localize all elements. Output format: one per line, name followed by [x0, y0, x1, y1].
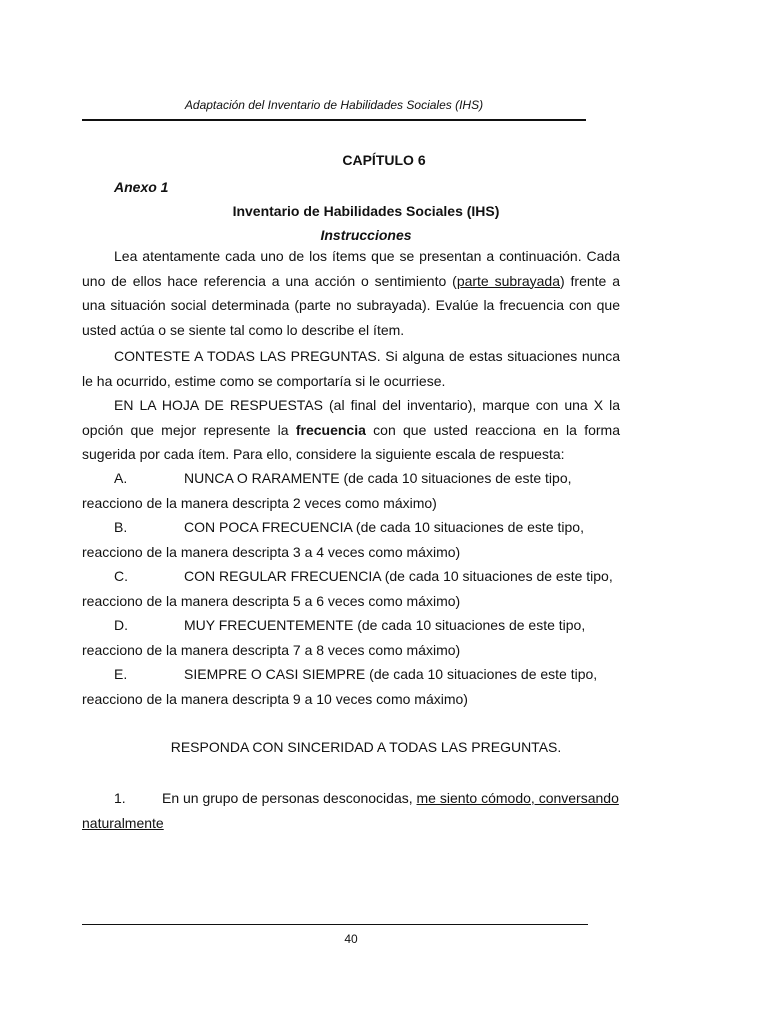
scale-letter: E.	[114, 666, 128, 682]
scale-text: CON REGULAR FRECUENCIA (de cada 10 situaciones de este tipo,	[184, 568, 613, 584]
response-scale	[82, 466, 642, 711]
scale-continuation-a: reacciono de la manera descripta 2 veces como máximo)	[82, 494, 437, 511]
instructions-paragraph-2: CONTESTE A TODAS LAS PREGUNTAS. Si alguna de estas situaciones nunca le ha ocurrido, estime como se comportaría si le ocurriese.	[82, 348, 620, 389]
instructions-heading: Instrucciones	[320, 227, 412, 243]
question-item-1	[82, 786, 622, 835]
paragraph-3-text-b: con que usted reacciona en la forma sugerida por cada ítem. Para ello, considere la siguiente escala de respuesta:	[82, 421, 620, 462]
footer-rule	[82, 924, 588, 925]
scale-text: SIEMPRE O CASI SIEMPRE (de cada 10 situaciones de este tipo,	[184, 666, 598, 682]
paragraph-3-text-a: EN LA HOJA DE RESPUESTAS (al final del inventario), marque con una X la opción que mejor represente la	[82, 397, 620, 438]
document-title: Inventario de Habilidades Sociales (IHS)	[232, 203, 500, 219]
scale-item-a	[82, 466, 642, 491]
scale-letter: D.	[114, 617, 128, 633]
scale-text: NUNCA O RARAMENTE (de cada 10 situaciones de este tipo,	[184, 470, 572, 486]
scale-item-c	[82, 564, 642, 589]
scale-letter: B.	[114, 519, 128, 535]
scale-item-b	[82, 515, 642, 540]
scale-continuation-d: reacciono de la manera descripta 7 a 8 veces como máximo)	[82, 641, 461, 658]
page-number: 40	[344, 932, 358, 946]
paragraph-3-bold: frecuencia	[295, 421, 366, 438]
scale-item-d	[82, 613, 642, 638]
scale-text: MUY FRECUENTEMENTE (de cada 10 situaciones de este tipo,	[184, 617, 586, 633]
item-underlined-text: me siento cómodo, conversando naturalmente	[82, 790, 619, 831]
paragraph-1-underlined: parte subrayada	[456, 272, 560, 289]
paragraph-1-text-a: Lea atentamente cada uno de los ítems que se presentan a continuación. Cada uno de ellos hace referencia a una acción o sentimiento (	[82, 248, 620, 289]
scale-item-e	[82, 662, 642, 687]
header-rule	[82, 119, 586, 121]
closing-instruction: RESPONDA CON SINCERIDAD A TODAS LAS PREGUNTAS.	[170, 739, 562, 755]
scale-text: CON POCA FRECUENCIA (de cada 10 situaciones de este tipo,	[184, 519, 584, 535]
item-number: 1.	[114, 790, 126, 806]
item-text: En un grupo de personas desconocidas,	[162, 790, 417, 806]
instructions-paragraph-3	[82, 393, 620, 467]
scale-continuation-c: reacciono de la manera descripta 5 a 6 veces como máximo)	[82, 592, 461, 609]
paragraph-1-text-b: ) frente a una situación social determinada (parte no subrayada). Evalúe la frecuencia con que usted actúa o se siente tal como lo describe el ítem.	[82, 272, 620, 338]
scale-letter: C.	[114, 568, 128, 584]
running-header: Adaptación del Inventario de Habilidades Sociales (IHS)	[184, 98, 484, 112]
annex-label: Anexo 1	[114, 179, 169, 195]
scale-letter: A.	[114, 470, 128, 486]
scale-continuation-b: reacciono de la manera descripta 3 a 4 veces como máximo)	[82, 543, 461, 560]
instructions-paragraph-1	[82, 244, 620, 342]
chapter-heading: CAPÍTULO 6	[342, 152, 426, 168]
scale-continuation-e: reacciono de la manera descripta 9 a 10 veces como máximo)	[82, 690, 468, 707]
